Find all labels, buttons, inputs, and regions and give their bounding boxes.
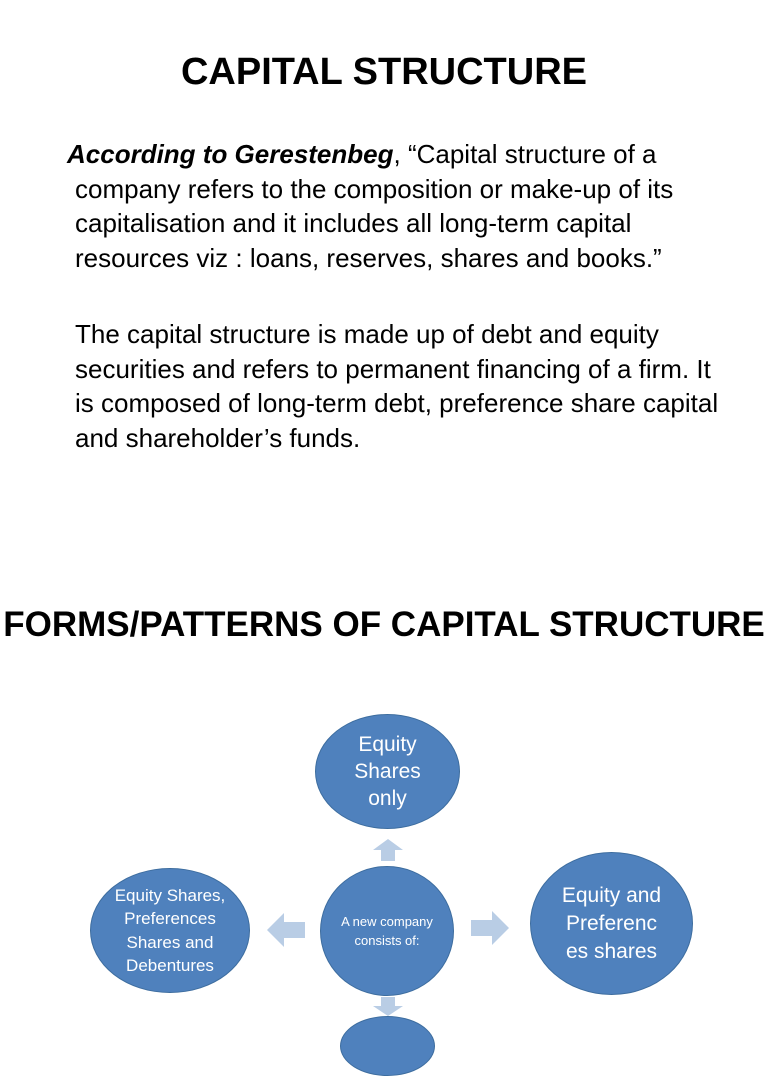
arrow-down-icon xyxy=(372,997,404,1017)
node-equity-shares-only xyxy=(315,714,460,829)
definition-paragraph xyxy=(67,137,735,275)
node-new-company xyxy=(320,866,454,996)
node-equity-and-preference xyxy=(530,852,693,995)
node-bottom xyxy=(340,1016,435,1076)
node-label: Equity Shares only xyxy=(354,733,421,810)
arrow-up-icon xyxy=(372,838,404,862)
arrow-right-icon xyxy=(470,910,510,946)
node-equity-preference-debentures xyxy=(90,868,250,993)
node-label: A new company consists of: xyxy=(341,914,433,948)
section-title: FORMS/PATTERNS OF CAPITAL STRUCTURE xyxy=(3,605,765,644)
arrow-left-icon xyxy=(266,912,306,948)
slide-title: CAPITAL STRUCTURE xyxy=(180,51,588,93)
definition-quote: , “Capital structure of a company refers to the composition or make-up of its capitalisation and it includes all long-term capital resources viz : loans, reserves, shares and books.” xyxy=(75,139,674,273)
explanation-paragraph: The capital structure is made up of debt and equity securities and refers to permanent financing of a firm. It is composed of long-term debt, preference share capital and shareholder’s funds. xyxy=(75,319,719,453)
node-label: Equity Shares, Preferences Shares and Debentures xyxy=(114,885,226,975)
node-label: Equity and Preferenc es shares xyxy=(561,883,662,963)
author-citation: According to Gerestenbeg xyxy=(67,139,394,169)
